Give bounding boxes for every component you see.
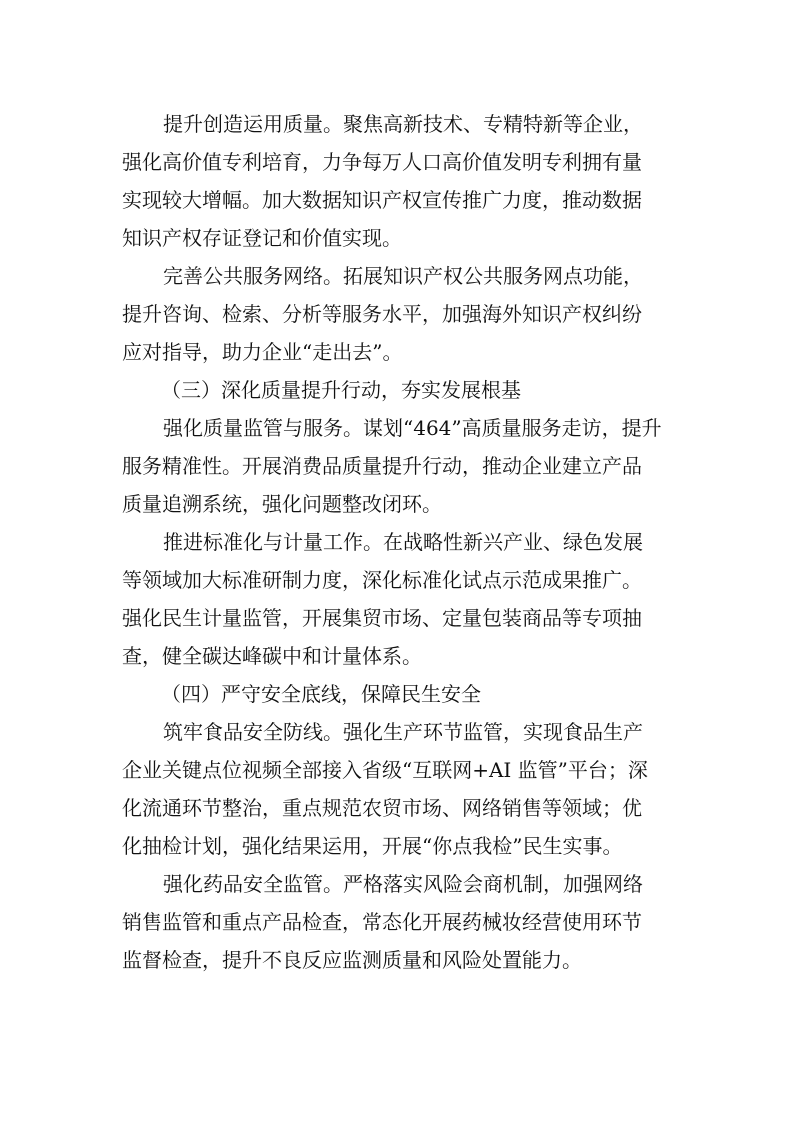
- heading-text: （四）严守安全底线，保障民生安全: [161, 682, 481, 706]
- text-line: [0, 110, 793, 138]
- text-line: [0, 908, 793, 936]
- section-heading: [0, 680, 793, 708]
- heading-text: （三）深化质量提升行动，夯实发展根基: [161, 378, 521, 402]
- text-line: [0, 794, 793, 822]
- text-line: [0, 528, 793, 556]
- line-text: 强化质量监管与服务。谋划“464”高质量服务走访，提升: [163, 416, 662, 440]
- line-text: 质量追溯系统，强化问题整改闭环。: [122, 492, 442, 516]
- text-line: [0, 148, 793, 176]
- text-line: [0, 186, 793, 214]
- line-text: 应对指导，助力企业“走出去”。: [122, 340, 403, 364]
- line-text: 监督检查，提升不良反应监测质量和风险处置能力。: [122, 948, 582, 972]
- line-text: 提升咨询、检索、分析等服务水平，加强海外知识产权纠纷: [122, 302, 642, 326]
- line-text: 化流通环节整治，重点规范农贸市场、网络销售等领域；优: [122, 796, 642, 820]
- text-line: [0, 300, 793, 328]
- line-text: 完善公共服务网络。拓展知识产权公共服务网点功能，: [163, 264, 643, 288]
- line-text: 强化药品安全监管。严格落实风险会商机制，加强网络: [163, 872, 643, 896]
- text-line: [0, 262, 793, 290]
- text-line: [0, 224, 793, 252]
- line-text: 实现较大增幅。加大数据知识产权宣传推广力度，推动数据: [122, 188, 642, 212]
- line-text: 等领域加大标准研制力度，深化标准化试点示范成果推广。: [122, 568, 642, 592]
- line-text: 筑牢食品安全防线。强化生产环节监管，实现食品生产: [163, 720, 643, 744]
- line-text: 销售监管和重点产品检查，常态化开展药械妆经营使用环节: [122, 910, 642, 934]
- line-text: 企业关键点位视频全部接入省级“互联网+AI 监管”平台；深: [122, 758, 648, 782]
- text-line: [0, 452, 793, 480]
- text-line: [0, 414, 793, 442]
- text-line: [0, 604, 793, 632]
- text-line: [0, 756, 793, 784]
- line-text: 推进标准化与计量工作。在战略性新兴产业、绿色发展: [163, 530, 643, 554]
- line-text: 提升创造运用质量。聚焦高新技术、专精特新等企业，: [163, 112, 643, 136]
- text-line: [0, 870, 793, 898]
- text-line: [0, 566, 793, 594]
- text-line: [0, 832, 793, 860]
- text-line: [0, 718, 793, 746]
- line-text: 强化民生计量监管，开展集贸市场、定量包装商品等专项抽: [122, 606, 642, 630]
- text-line: [0, 338, 793, 366]
- line-text: 服务精准性。开展消费品质量提升行动，推动企业建立产品: [122, 454, 642, 478]
- line-text: 知识产权存证登记和价值实现。: [122, 226, 402, 250]
- line-text: 查，健全碳达峰碳中和计量体系。: [122, 644, 422, 668]
- text-line: [0, 642, 793, 670]
- section-heading: [0, 376, 793, 404]
- line-text: 化抽检计划，强化结果运用，开展“你点我检”民生实事。: [122, 834, 623, 858]
- text-line: [0, 946, 793, 974]
- line-text: 强化高价值专利培育，力争每万人口高价值发明专利拥有量: [122, 150, 642, 174]
- text-line: [0, 490, 793, 518]
